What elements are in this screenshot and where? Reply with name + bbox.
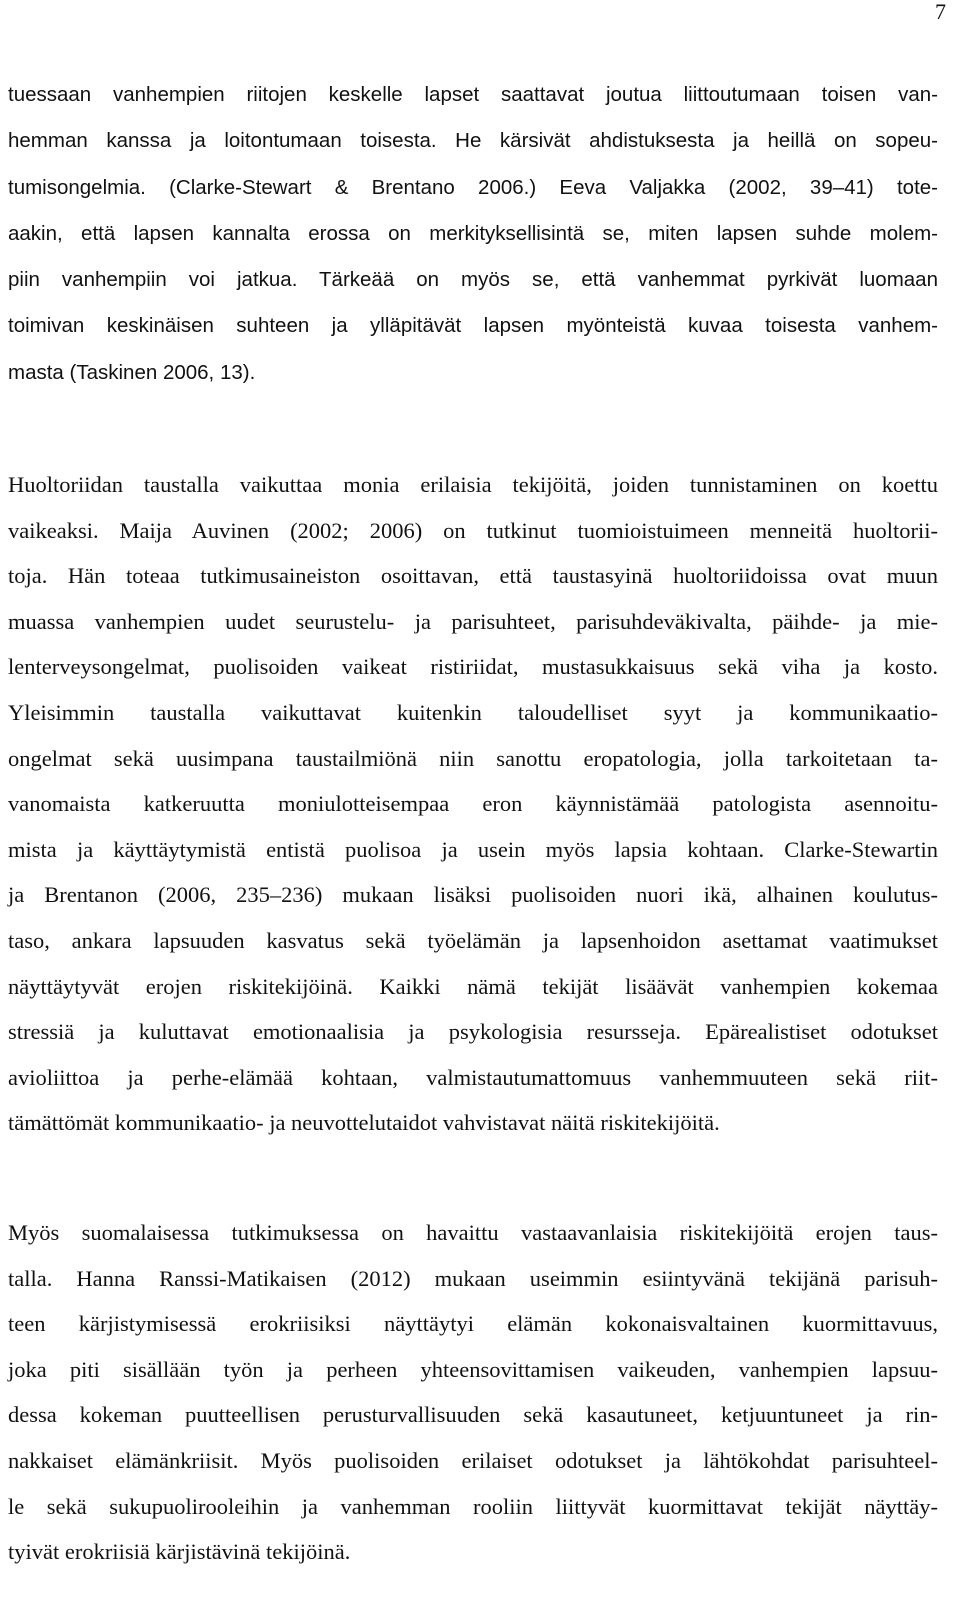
text-line: aakin, että lapsen kannalta erossa on merkityksellisintä se, miten lapsen suhde molem- [8, 221, 938, 245]
text-line: masta (Taskinen 2006, 13). [8, 360, 256, 384]
text-line: näyttäytyvät erojen riskitekijöinä. Kaikki nämä tekijät lisäävät vanhempien kokemaa [8, 973, 938, 999]
text-line: Myös suomalaisessa tutkimuksessa on havaittu vastaavanlaisia riskitekijöitä erojen taus- [8, 1220, 938, 1245]
text-line: dessa kokeman puutteellisen perusturvallisuuden sekä kasautuneet, ketjuuntuneet ja rin- [8, 1402, 938, 1428]
text-line: lenterveysongelmat, puolisoiden vaikeat ristiriidat, mustasukkaisuus sekä viha ja kosto. [8, 654, 938, 680]
paragraph-3 [8, 1210, 938, 1575]
text-line: ja Brentanon (2006, 235–236) mukaan lisäksi puolisoiden nuori ikä, alhainen koulutus- [8, 882, 938, 908]
text-line: Yleisimmin taustalla vaikuttavat kuitenkin taloudelliset syyt ja kommunikaatio- [8, 699, 938, 725]
text-line: hemman kanssa ja loitontumaan toisesta. He kärsivät ahdistuksesta ja heillä on sopeu- [8, 129, 938, 153]
text-line: tämättömät kommunikaatio- ja neuvottelutaidot vahvistavat näitä riskitekijöitä. [8, 1110, 720, 1136]
text-line: mista ja käyttäytymistä entistä puolisoa ja usein myös lapsia kohtaan. Clarke-Stewartin [8, 836, 938, 862]
text-line: piin vanhempiin voi jatkua. Tärkeää on myös se, että vanhemmat pyrkivät luomaan [8, 268, 938, 292]
text-line: tumisongelmia. (Clarke-Stewart & Brentano 2006.) Eeva Valjakka (2002, 39–41) tote- [8, 175, 938, 199]
text-line: joka piti sisällään työn ja perheen yhteensovittamisen vaikeuden, vanhempien lapsuu- [8, 1356, 938, 1382]
paragraph-1 [8, 72, 938, 396]
text-line: vaikeaksi. Maija Auvinen (2002; 2006) on tutkinut tuomioistuimeen menneitä huoltorii- [8, 517, 938, 543]
text-line: muassa vanhempien uudet seurustelu- ja parisuhteet, parisuhdeväkivalta, päihde- ja mie- [8, 608, 938, 634]
text-line: ongelmat sekä uusimpana taustailmiönä niin sanottu eropatologia, jolla tarkoitetaan ta- [8, 745, 938, 771]
text-line: taso, ankara lapsuuden kasvatus sekä työelämän ja lapsenhoidon asettamat vaatimukset [8, 927, 938, 953]
page-number: 7 [935, 0, 946, 24]
text-line: avioliittoa ja perhe-elämää kohtaan, valmistautumattomuus vanhemmuuteen sekä riit- [8, 1064, 938, 1090]
text-line: stressiä ja kuluttavat emotionaalisia ja psykologisia resursseja. Epärealistiset odotukset [8, 1019, 938, 1045]
text-line: toja. Hän toteaa tutkimusaineiston osoittavan, että taustasyinä huoltoriidoissa ovat muun [8, 563, 938, 589]
text-line: tuessaan vanhempien riitojen keskelle lapset saattavat joutua liittoutumaan toisen van- [8, 83, 938, 106]
text-line: talla. Hanna Ranssi-Matikaisen (2012) mukaan useimmin esiintyvänä tekijänä parisuh- [8, 1265, 938, 1291]
text-line: Huoltoriidan taustalla vaikuttaa monia erilaisia tekijöitä, joiden tunnistaminen on koettu [8, 472, 938, 497]
text-line: nakkaiset elämänkriisit. Myös puolisoiden erilaiset odotukset ja lähtökohdat parisuhteel- [8, 1447, 938, 1473]
text-line: vanomaista katkeruutta moniulotteisempaa eron käynnistämää patologista asennoitu- [8, 791, 938, 817]
text-line: teen kärjistymisessä erokriisiksi näyttäytyi elämän kokonaisvaltainen kuormittavuus, [8, 1311, 938, 1337]
text-line: tyivät erokriisiä kärjistävinä tekijöinä. [8, 1539, 351, 1565]
paragraph-2 [8, 462, 938, 1146]
text-line: toimivan keskinäisen suhteen ja ylläpitävät lapsen myönteistä kuvaa toisesta vanhem- [8, 314, 938, 338]
text-line: le sekä sukupuolirooleihin ja vanhemman rooliin liittyvät kuormittavat tekijät näyttäy- [8, 1493, 938, 1519]
